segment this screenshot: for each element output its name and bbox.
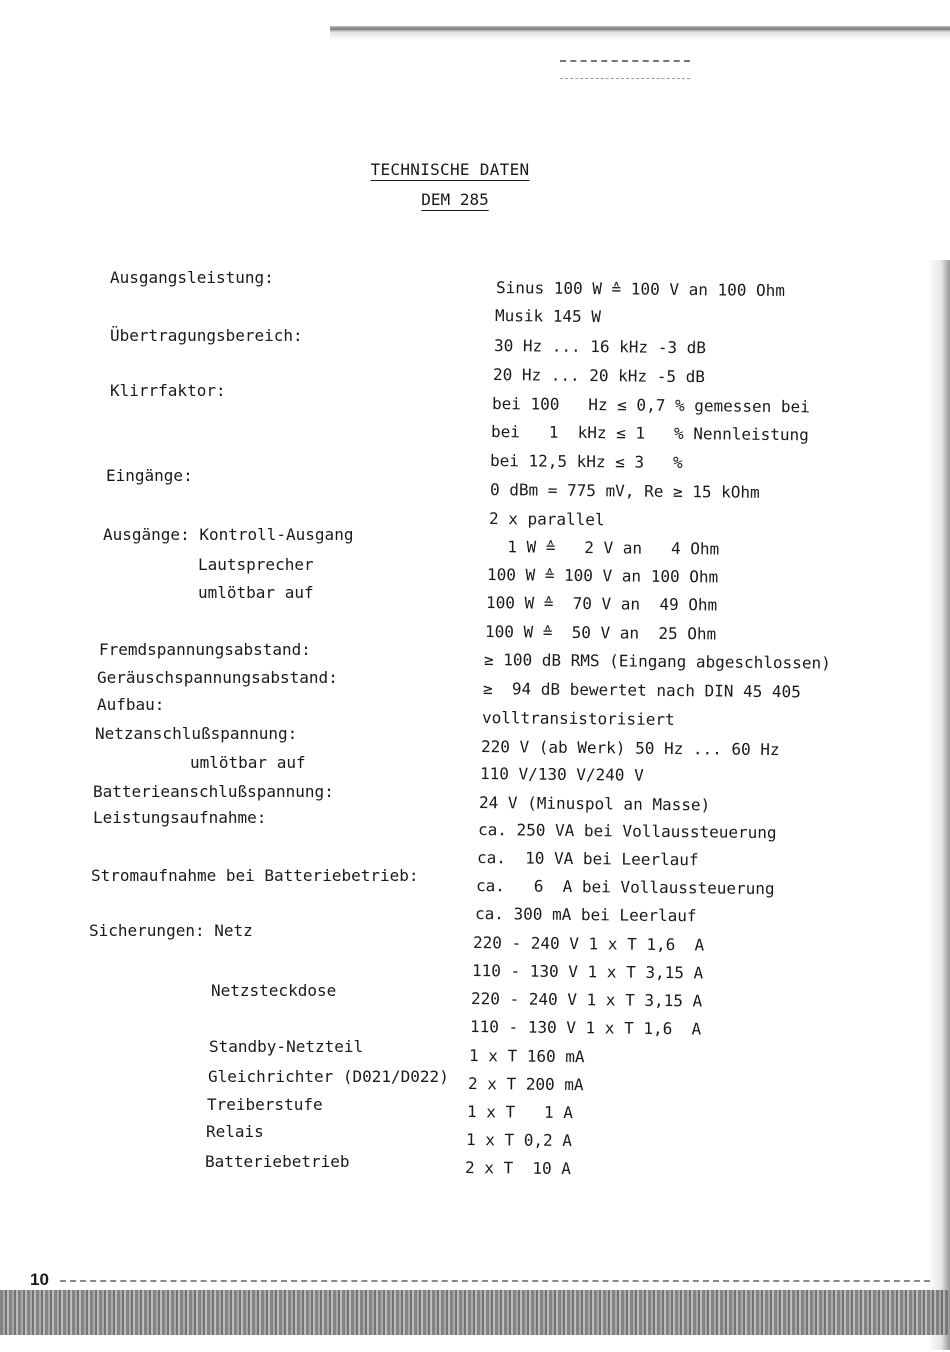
label-ausgaenge: Ausgänge: Kontroll-Ausgang — [103, 525, 354, 544]
value-relais: 1 x T 0,2 A — [465, 1130, 573, 1151]
label-uebertragungsbereich: Übertragungsbereich: — [110, 326, 303, 345]
value-bereich-2: 20 Hz ... 20 kHz -5 dB — [492, 365, 706, 387]
label-treiberstufe: Treiberstufe — [207, 1095, 323, 1114]
label-batterieanschlussspannung: Batterieanschlußspannung: — [93, 782, 334, 801]
value-ausgang-1: 1 W ≙ 2 V an 4 Ohm — [487, 537, 720, 559]
label-umloetbar-1: umlötbar auf — [198, 583, 314, 602]
value-netz: 220 V (ab Werk) 50 Hz ... 60 Hz — [480, 737, 780, 760]
value-sicherung-3: 220 - 240 V 1 x T 3,15 A — [470, 989, 703, 1011]
value-standby: 1 x T 160 mA — [468, 1046, 585, 1067]
value-ausgang-2: 100 W ≙ 100 V an 100 Ohm — [486, 565, 719, 587]
value-batterie-sicherung: 2 x T 10 A — [464, 1158, 572, 1179]
label-netzanschlussspannung: Netzanschlußspannung: — [95, 724, 298, 743]
value-treiber: 1 x T 1 A — [466, 1102, 574, 1123]
value-netz-alt: 110 V/130 V/240 V — [479, 764, 644, 785]
scan-artifact-top — [330, 26, 950, 40]
value-eingang-2: 2 x parallel — [488, 509, 605, 530]
page-title: TECHNISCHE DATEN — [370, 160, 530, 179]
value-batterie: 24 V (Minuspol an Masse) — [478, 793, 711, 815]
model-name: DEM 285 — [421, 190, 489, 209]
value-klirr-3: bei 12,5 kHz ≤ 3 % — [489, 451, 683, 473]
value-eingang-1: 0 dBm = 775 mV, Re ≥ 15 kOhm — [489, 480, 760, 502]
value-leistung-2: ca. 10 VA bei Leerlauf — [476, 848, 699, 870]
label-batteriebetrieb: Batteriebetrieb — [205, 1152, 350, 1171]
label-ausgangsleistung: Ausgangsleistung: — [110, 268, 274, 287]
label-eingaenge: Eingänge: — [106, 466, 193, 485]
value-ausgang-4: 100 W ≙ 50 V an 25 Ohm — [484, 622, 717, 644]
value-fremd: ≥ 100 dB RMS (Eingang abgeschlossen) — [483, 650, 831, 673]
value-ausgang-3: 100 W ≙ 70 V an 49 Ohm — [485, 593, 718, 615]
scan-artifact-bottom — [0, 1290, 950, 1335]
value-bereich-1: 30 Hz ... 16 kHz -3 dB — [493, 336, 707, 358]
label-geraeuschspannungsabstand: Geräuschspannungsabstand: — [97, 668, 338, 687]
label-stromaufnahme: Stromaufnahme bei Batteriebetrieb: — [91, 866, 419, 885]
value-strom-2: ca. 300 mA bei Leerlauf — [474, 904, 697, 926]
value-klirr-2: bei 1 kHz ≤ 1 % Nennleistung — [490, 422, 809, 445]
value-musik: Musik 145 W — [494, 306, 602, 327]
value-aufbau: volltransistorisiert — [481, 708, 675, 730]
value-strom-1: ca. 6 A bei Vollaussteuerung — [475, 876, 775, 899]
label-standby: Standby-Netzteil — [209, 1037, 364, 1056]
label-klirrfaktor: Klirrfaktor: — [110, 381, 226, 400]
value-sinus: Sinus 100 W ≙ 100 V an 100 Ohm — [495, 278, 786, 301]
scan-artifact-bottom-line — [60, 1280, 930, 1282]
label-relais: Relais — [206, 1122, 264, 1141]
label-leistungsaufnahme: Leistungsaufnahme: — [93, 808, 267, 827]
label-fremdspannungsabstand: Fremdspannungsabstand: — [99, 640, 311, 659]
page-number: 10 — [30, 1270, 49, 1289]
label-umloetbar-2: umlötbar auf — [190, 753, 306, 772]
label-netzsteckdose: Netzsteckdose — [211, 981, 337, 1000]
label-lautsprecher: Lautsprecher — [198, 555, 314, 574]
value-leistung-1: ca. 250 VA bei Vollaussteuerung — [477, 820, 777, 843]
label-gleichrichter: Gleichrichter (D021/D022) — [208, 1067, 449, 1086]
value-sicherung-4: 110 - 130 V 1 x T 1,6 A — [469, 1017, 702, 1039]
value-klirr-1: bei 100 Hz ≤ 0,7 % gemessen bei — [491, 394, 810, 417]
value-sicherung-2: 110 - 130 V 1 x T 3,15 A — [471, 961, 704, 983]
label-sicherungen-netz: Sicherungen: Netz — [89, 921, 253, 940]
value-gleichrichter: 2 x T 200 mA — [467, 1074, 584, 1095]
scan-artifact-right-edge — [928, 260, 950, 1350]
scan-artifact-top-marks — [560, 60, 690, 79]
value-geraeusch: ≥ 94 dB bewertet nach DIN 45 405 — [482, 679, 801, 702]
value-sicherung-1: 220 - 240 V 1 x T 1,6 A — [472, 933, 705, 955]
label-aufbau: Aufbau: — [97, 695, 165, 714]
